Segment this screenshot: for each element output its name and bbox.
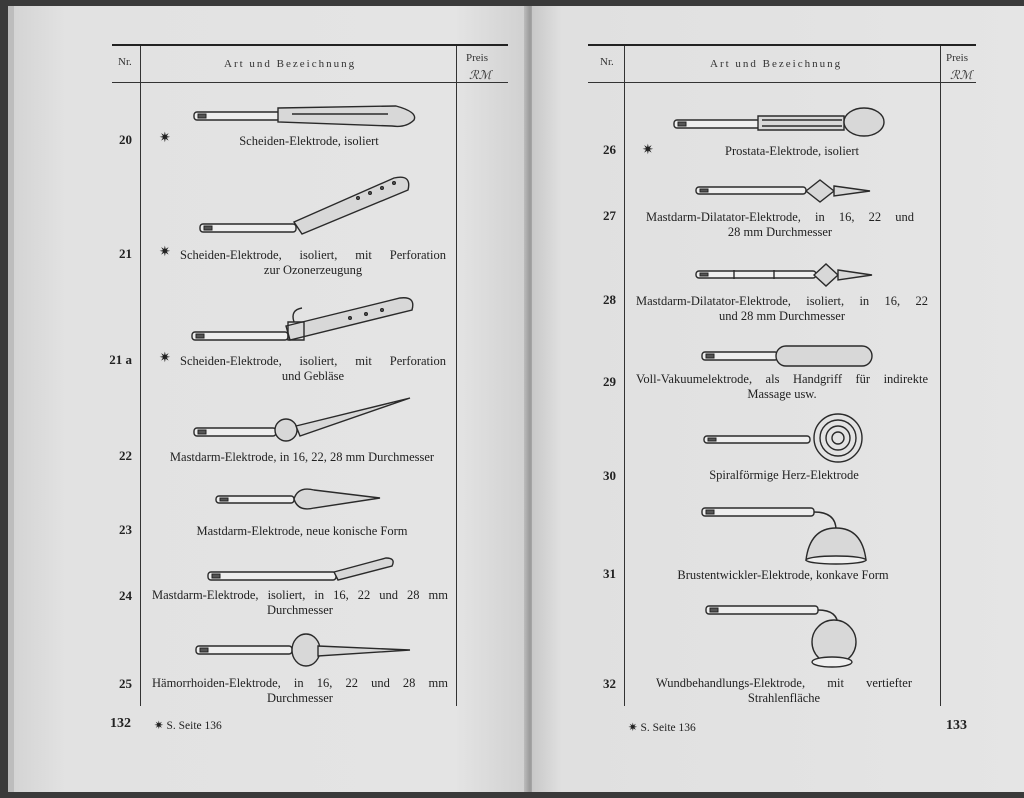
book-spread	[8, 6, 1024, 792]
entry-description: Scheiden-Elektrode, isoliert, mit Perforation und Gebläse	[180, 354, 446, 383]
scheiden-elektrode-geblaese-illustration	[190, 292, 420, 348]
scheiden-elektrode-illustration	[192, 100, 422, 132]
entry-number: 21 a	[109, 352, 132, 367]
entry-description: Scheiden-Elektrode, isoliert, mit Perforation zur Ozonerzeugung	[180, 248, 446, 277]
entry-number: 26	[603, 142, 616, 157]
asterisk-marker: ✷	[159, 131, 171, 146]
entry-description: Mastdarm-Elektrode, isoliert, in 16, 22 und 28 mm Durchmesser	[152, 588, 448, 617]
asterisk-marker: ✷	[159, 245, 171, 260]
entry-description: Wundbehandlungs-Elektrode, mit vertiefter Strahlenfläche	[656, 676, 912, 705]
column-divider-nr	[624, 46, 625, 706]
header-preis: Preis	[466, 52, 488, 64]
mastdarm-dilatator-elektrode-illustration	[694, 176, 874, 206]
entry-number: 20	[119, 132, 132, 147]
header-bottom-rule	[112, 82, 508, 83]
entry-description: Mastdarm-Dilatator-Elektrode, in 16, 22 und 28 mm Durchmesser	[646, 210, 914, 239]
header-currency: ℛℳ	[950, 68, 973, 82]
prostata-elektrode-illustration	[672, 106, 892, 142]
entry-description: Voll-Vakuumelektrode, als Handgriff für indirekte Massage usw.	[636, 372, 928, 401]
entry-number: 25	[119, 676, 132, 691]
header-nr: Nr.	[118, 56, 132, 68]
entry-number: 31	[603, 566, 616, 581]
haemorrhoiden-elektrode-illustration	[194, 630, 414, 670]
entry-number: 32	[603, 676, 616, 691]
entry-number: 27	[603, 208, 616, 223]
mastdarm-elektrode-illustration	[192, 394, 412, 444]
asterisk-marker: ✷	[159, 351, 171, 366]
entry-description: Hämorrhoiden-Elektrode, in 16, 22 und 28 mm Durchmesser	[152, 676, 448, 705]
mastdarm-elektrode-isoliert-illustration	[206, 554, 396, 584]
brustentwickler-elektrode-illustration	[700, 502, 870, 566]
column-divider-nr	[140, 46, 141, 706]
footnote: ✷ S. Seite 136	[154, 720, 222, 732]
left-page	[8, 6, 532, 792]
column-divider-preis	[940, 46, 941, 706]
mastdarm-dilatator-elektrode-isoliert-illustration	[694, 260, 874, 290]
entry-description: Mastdarm-Elektrode, neue konische Form	[196, 524, 408, 538]
spiralfoermige-herz-elektrode-illustration	[702, 410, 872, 466]
footnote: ✷ S. Seite 136	[628, 722, 696, 734]
header-art-und-bezeichnung: Art und Bezeichnung	[710, 58, 843, 70]
entry-description: Mastdarm-Dilatator-Elektrode, isoliert, in 16, 22 und 28 mm Durchmesser	[636, 294, 928, 323]
entry-description: Scheiden-Elektrode, isoliert	[239, 134, 379, 148]
right-page	[532, 6, 1024, 792]
voll-vakuumelektrode-illustration	[700, 342, 880, 372]
entry-number: 30	[603, 468, 616, 483]
mastdarm-elektrode-konisch-illustration	[214, 484, 384, 514]
page-number: 132	[110, 716, 131, 731]
header-art-und-bezeichnung: Art und Bezeichnung	[224, 58, 357, 70]
scheiden-elektrode-perforation-illustration	[198, 172, 418, 238]
asterisk-marker: ✷	[642, 143, 654, 158]
header-bottom-rule	[588, 82, 976, 83]
header-currency: ℛℳ	[469, 68, 492, 82]
entry-number: 29	[603, 374, 616, 389]
header-top-rule	[112, 44, 508, 46]
page-number: 133	[946, 718, 967, 733]
header-preis: Preis	[946, 52, 968, 64]
header-top-rule	[588, 44, 976, 46]
entry-description: Prostata-Elektrode, isoliert	[725, 144, 859, 158]
header-nr: Nr.	[600, 56, 614, 68]
entry-number: 23	[119, 522, 132, 537]
entry-description: Brustentwickler-Elektrode, konkave Form	[677, 568, 889, 582]
entry-number: 22	[119, 448, 132, 463]
entry-number: 28	[603, 292, 616, 307]
entry-description: Spiralförmige Herz-Elektrode	[709, 468, 859, 482]
entry-description: Mastdarm-Elektrode, in 16, 22, 28 mm Durchmesser	[169, 450, 435, 464]
wundbehandlungs-elektrode-illustration	[704, 600, 864, 672]
column-divider-preis	[456, 46, 457, 706]
entry-number: 24	[119, 588, 132, 603]
entry-number: 21	[119, 246, 132, 261]
